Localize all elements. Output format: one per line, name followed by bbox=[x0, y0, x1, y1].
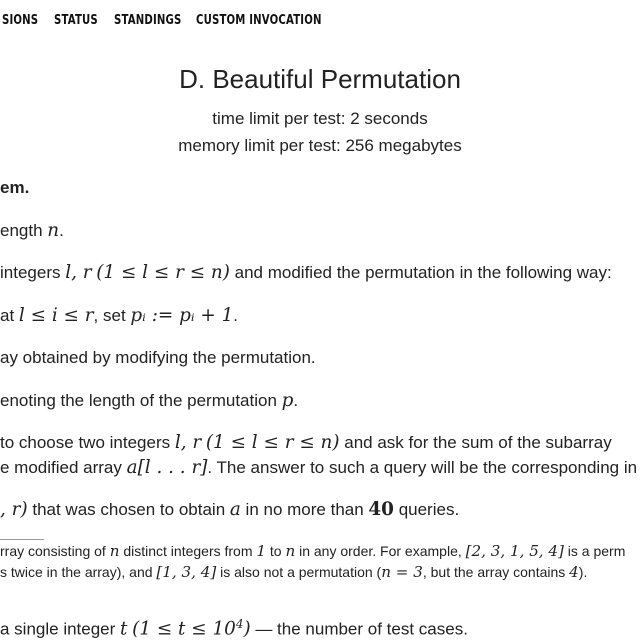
top-nav bbox=[0, 0, 640, 44]
input-line: a single integer t $(1 \le t \le 10^4)$ — the number of test cases. bbox=[0, 617, 468, 640]
statement-line: enoting the length of the permutation p. bbox=[0, 390, 299, 411]
nav-sessions-link[interactable]: SIONS bbox=[2, 13, 39, 28]
time-limit: time limit per test: 2 seconds bbox=[212, 109, 428, 128]
statement-line: e modified array a[l . . . r]. The answer to such a query will be the corresponding in bbox=[0, 457, 638, 478]
memory-limit: memory limit per test: 256 megabytes bbox=[178, 136, 462, 155]
statement-line: to choose two integers l, r (1 ≤ l ≤ r ≤ n) and ask for the sum of the subarray bbox=[0, 432, 612, 453]
nav-custom-invocation-link[interactable]: CUSTOM INVOCATION bbox=[196, 13, 322, 28]
footnote-divider bbox=[0, 539, 44, 540]
nav-standings-link[interactable]: STANDINGS bbox=[114, 13, 182, 28]
problem-title: D. Beautiful Permutation bbox=[179, 64, 461, 94]
statement-line: ength n. bbox=[0, 220, 64, 241]
nav-status-link[interactable]: STATUS bbox=[54, 13, 98, 28]
statement-line: , r) that was chosen to obtain a in no more than 40 queries. bbox=[0, 499, 460, 520]
statement-line: at l ≤ i ≤ r, set pᵢ := pᵢ + 1. bbox=[0, 305, 239, 326]
statement-line: integers l, r (1 ≤ l ≤ r ≤ n) and modified the permutation in the following way: bbox=[0, 262, 612, 283]
statement-line: ay obtained by modifying the permutation. bbox=[0, 348, 316, 367]
footnote-line: rray consisting of n distinct integers from 1 to n in any order. For example, [2, 3, 1, 5, 4] is a perm bbox=[0, 542, 626, 560]
section-heading: em. bbox=[0, 178, 30, 197]
footnote-line: s twice in the array), and [1, 3, 4] is also not a permutation (n = 3, but the array contains 4). bbox=[0, 563, 588, 581]
